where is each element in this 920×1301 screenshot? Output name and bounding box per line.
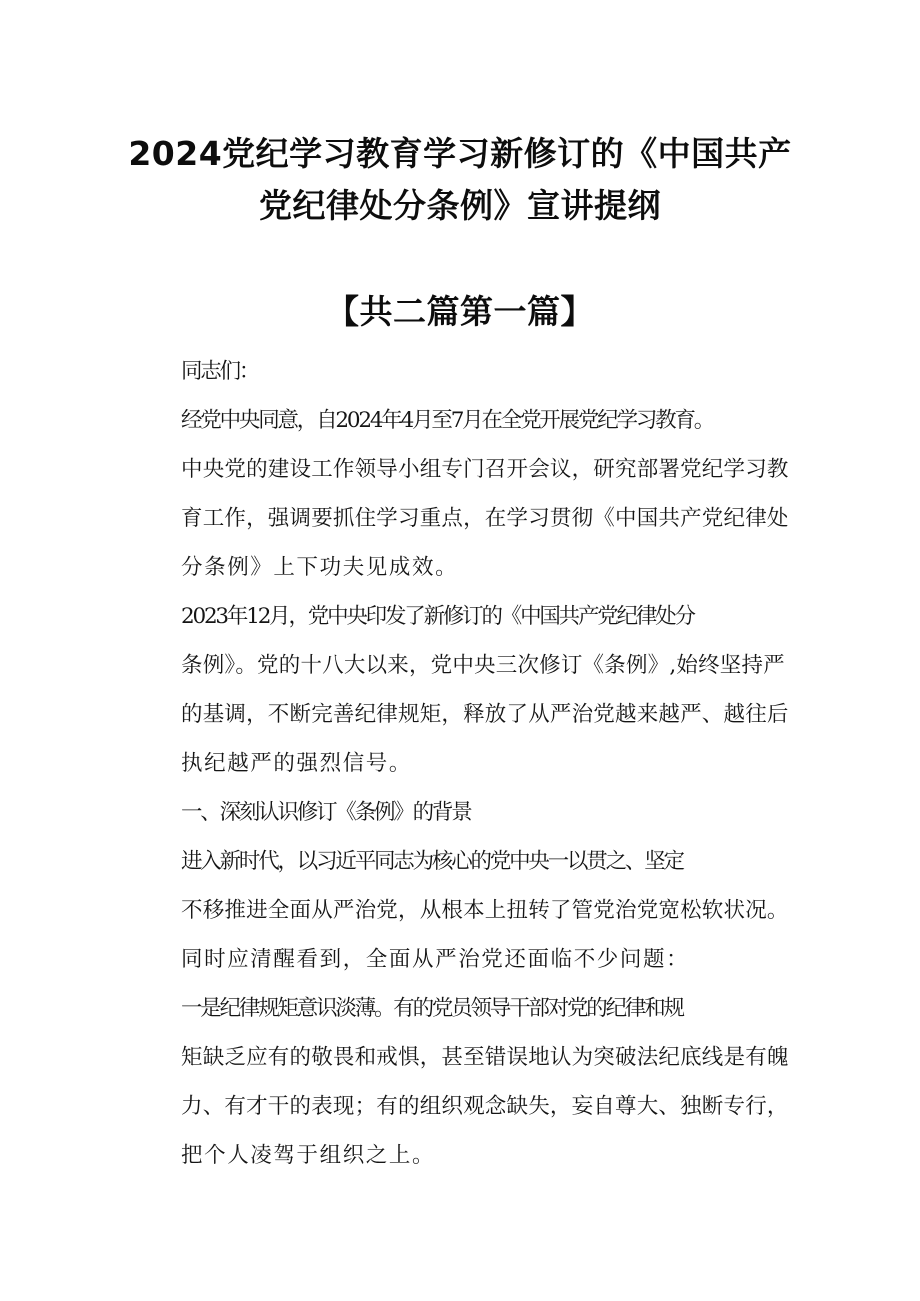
text-line: 进入新时代，以习近平同志为核心的党中央一以贯之、坚定 [181, 849, 683, 874]
text-line: 育工作，强调要抓住学习重点，在学习贯彻《中国共产党纪律处 [181, 506, 789, 531]
document-title-line-1: 2024党纪学习教育学习新修订的《中国共产 [128, 134, 792, 173]
section-heading-1 [138, 788, 788, 837]
regulation-paragraph [138, 592, 788, 788]
problem-one-paragraph [138, 984, 788, 1180]
text-line: 同时应清醒看到，全面从严治党还面临不少问题： [181, 947, 690, 972]
document-title-line-2: 党纪律处分条例》宣讲提纲 [259, 186, 661, 225]
salutation-paragraph [138, 347, 788, 396]
text-line: 中央党的建设工作领导小组专门召开会议，研究部署党纪学习教 [181, 457, 789, 482]
text-line: 执纪越严的强烈信号。 [181, 751, 413, 776]
text-line: 不移推进全面从严治党，从根本上扭转了管党治党宽松软状况。 [181, 898, 789, 923]
text-line: 分条例》上下功夫见成效。 [181, 555, 459, 580]
text-line: 同志们： [181, 359, 259, 384]
text-line: 一是纪律规矩意识淡薄。有的党员领导干部对党的纪律和规 [181, 996, 683, 1021]
text-line: 的基调，不断完善纪律规矩，释放了从严治党越来越严、越往后 [181, 702, 789, 727]
text-line: 2023年12月，党中央印发了新修订的《中国共产党纪律处分 [181, 604, 694, 629]
text-line: 把个人凌驾于组织之上。 [181, 1143, 436, 1168]
intro-paragraph [138, 396, 788, 592]
document-body [138, 347, 788, 1180]
text-line: 矩缺乏应有的敬畏和戒惧，甚至错误地认为突破法纪底线是有魄 [181, 1045, 789, 1070]
text-line: 条例》。党的十八大以来，党中央三次修订《条例》,始终坚持严 [181, 653, 785, 678]
text-line: 一、深刻认识修订《条例》的背景 [181, 800, 471, 825]
text-line: 经党中央同意，自2024年4月至7月在全党开展党纪学习教育。 [181, 408, 714, 433]
document-subtitle: 【共二篇第一篇】 [326, 292, 594, 331]
background-paragraph [138, 837, 788, 984]
text-line: 力、有才干的表现；有的组织观念缺失，妄自尊大、独断专行， [181, 1094, 789, 1119]
